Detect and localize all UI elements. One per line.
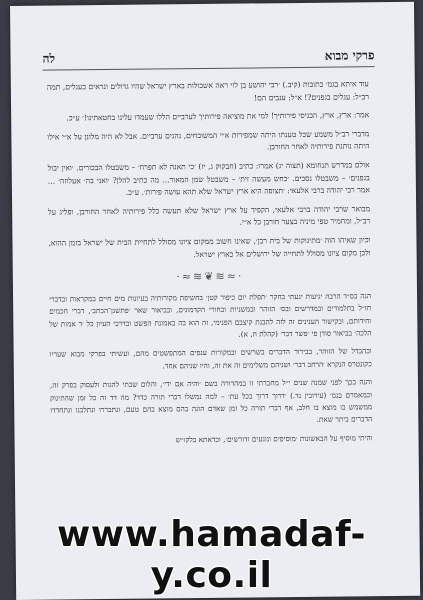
section-ornament: ·≈≋❦≋≈· bbox=[176, 269, 244, 284]
running-title: פרקי מבוא bbox=[324, 48, 375, 63]
paragraph: אולם במדרש תנחומא (תצוה יג) אמרו: כתיב (חבקוק ג, יז) ׳כי תאנה לא תפרח׳ – משבטלו הבכורים. ׳ואין יבול בגפנים׳ – משבטלו נסכים. ׳כחש מעשה זית׳ – משבטל שמן המאור... מה כתיב להלן? ׳ואני בה׳ אעלוזה׳ ... אמר רבי יהודה ברבי אלעאי: ׳תצופה היא ארץ ישראל שלא תהא עושה פירות׳. ע״כ. bbox=[47, 160, 370, 197]
intro-paragraph: והנה בכך לפני שמנה שנים י״ל מחברתי זו במהדורה בשם ׳והיה אם ידי׳, והלום שבתי להגות ולעסוק בפרק זה, וכמאמרם בגמ׳ (עירובין נד.) ׳דרוך דרוך בכל עת׳ – למה נמשלו דברי תורה כדד? מה דד זה כל זמן שהתינוק ממשמש בו מוצא בו חלב, אף דברי תורה כל זמן שאדם הוגה בהם מוצא בהם טעם, ונתבררו ונתלבנו ונתחדדו הדברים ביתר שאת. bbox=[49, 377, 373, 425]
paragraph: מדברי רב״ל משמע שכל טענתו היתה שמפירות א״י המשובחים, נהנים ערביים. אבל לא היה מלונן על א״י אילו היתה נותנת פירותיה לאחר החורבן. bbox=[47, 129, 370, 152]
page-header bbox=[42, 48, 374, 67]
intro-paragraph: וכהבדל של הזוהר, בבירור הדברים בשרשים ובמקורות ענפים המתפשטים מהם, ועשיתי בפרקי מבוא שעריו כקונטרס הנקרא ׳הרחב דבר׳ ושניהם משלימים זה את זה, והיו שניהם אחד. bbox=[49, 346, 372, 371]
paragraph: מבואר שרבי יהודה ברבי אלעאי, הקפיד על ארץ ישראל שלא תעשה כלל פירותיה לאחר החורבן, ופליג על רב״ל, ומחמיר טפי מיניה בצער חורבן כל א״י. bbox=[48, 203, 371, 227]
paragraph: אמר: ארץ, ארץ, הכניסי פירותיך! למי את מוציאה פירותיך לערביים הללו שעמדו עלינו בחטאתינו!׳ ע״כ. bbox=[66, 110, 370, 123]
site-watermark: www.hamadaf-y.co.il bbox=[57, 514, 366, 596]
intro-paragraph: והיתי מוסיף על הבאשונות ׳מוסיפים ונוגעים ודורשים׳, וכדאתא בלקו״ש bbox=[175, 433, 373, 445]
page-body bbox=[47, 78, 373, 454]
book-page bbox=[10, 2, 420, 600]
paragraph: וכיון שאיהו הוה ׳מתינוקות של בית רבן׳, שאינו חשוב ממקום ציונו מסולל לתחיית הבית של ישראל בזמן ההוא, ולכן מקום ציונו מסולל לתחייה של ירושלים אל כארץ ישראל. bbox=[48, 235, 371, 259]
intro-paragraph: הנה בס״ד הרבה יגיעות יגעתי בחקר ׳תפלת יום כיפור קטן׳ בחשיפת מקורותיה בעיונות מים חיים במקראות ובדברי חז״ל בתלמודים ובמדרשים ובס׳ הזוהר ובמשניות ובחורי הקדמונים, ובביאור שאר ׳פתשגן־הכתב׳, דברי חכמים וחידותם, ובקישור הענינים זה לזה להבנת קיצבם הפנימי, זה הוא בה באמונת הפשט ובדרכי העיון כל ׳ד אמות של הלכה׳ בביאור סודן פי ׳פשר דבר׳ (קהלת ח, א). bbox=[49, 290, 372, 339]
page-number: לה bbox=[42, 51, 56, 66]
paragraph: עוד איתא בגמ׳ כתובות (קיב.) ׳רבי יהושע בן לוי ראה אשכולות בארץ ישראל שהיו גדולים ונראים כעגלים, תמה רב״ל: עגלים בגפנים?! א״ל: ענבים הם! bbox=[46, 79, 370, 103]
